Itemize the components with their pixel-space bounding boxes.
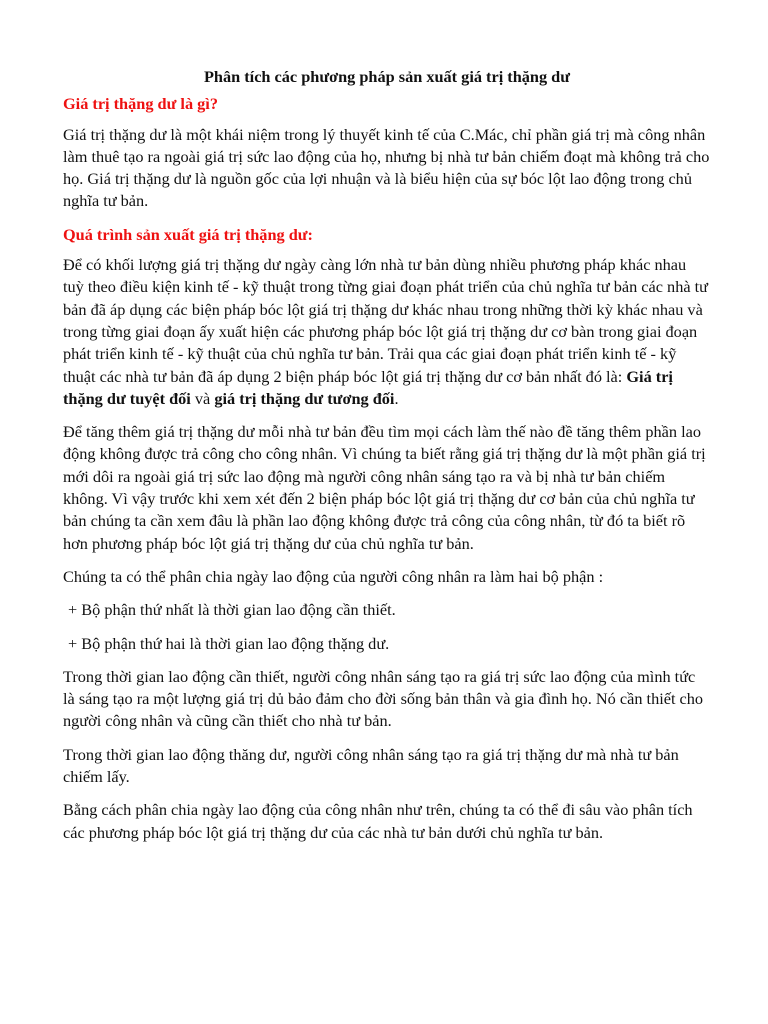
connector-text: và	[190, 388, 215, 408]
paragraph-division: Chúng ta có thể phân chia ngày lao động của người công nhân ra làm hai bộ phận :	[63, 566, 604, 586]
paragraph-increase: Để tăng thêm giá trị thặng dư mỗi nhà tư bản đều tìm mọi cách làm thế nào đề tăng thêm phần lao động không được trả công cho công nhân. Vì chúng ta biết rằng giá trị thặng dư là một phần giá trị mới dôi ra ngoài giá trị sức lao động mà người công nhân sáng tạo ra và bị nhà tư bản chiếm không. Vì vậy trước khi xem xét đến 2 biện pháp bóc lột giá trị thặng dư cơ bản của chủ nghĩa tư bản chúng ta cần xem đâu là phần lao động không được trả công của công nhân, từ đó ta biết rõ hơn phương pháp bóc lột giá trị thặng dư của chủ nghĩa tư bản.	[63, 422, 706, 553]
paragraph-surplus-time: Trong thời gian lao động thăng dư, người công nhân sáng tạo ra giá trị thặng dư mà nhà tư bản chiếm lấy.	[63, 744, 679, 787]
document-page	[63, 66, 711, 855]
document-title: Phân tích các phương pháp sản xuất giá trị thặng dư	[203, 67, 571, 86]
section-heading-what-is: Giá trị thặng dư là gì?	[63, 94, 218, 114]
list-item-necessary-time: + Bộ phận thứ nhất là thời gian lao động cần thiết.	[68, 600, 396, 620]
paragraph-end: .	[394, 388, 399, 408]
paragraph-methods	[63, 254, 711, 410]
bold-relative-surplus: giá trị thặng dư tương đối	[214, 388, 395, 408]
paragraph-methods-text: Để có khối lượng giá trị thặng dư ngày càng lớn nhà tư bản dùng nhiều phương pháp khác nhau tuỳ theo điều kiện kinh tế - kỹ thuật trong từng giai đoạn phát triển của chủ nghĩa tư bản các nhà tư bản đã áp dụng các biện pháp bóc lột giá trị thặng dư khác nhau trong những thời kỳ khác nhau và trong từng giai đoạn ấy xuất hiện các phương pháp bóc lột giá trị thặng dư cơ bàn trong giai đoạn phát triển kinh tế - kỹ thuật của chủ nghĩa tư bản. Trải qua các giai đoạn phát triển kinh tế - kỹ thuật các nhà tư bản đã áp dụng 2 biện pháp bóc lột giá trị thặng dư cơ bản nhất đó là:	[63, 255, 708, 386]
paragraph-necessary-time: Trong thời gian lao động cần thiết, người công nhân sáng tạo ra giá trị sức lao động của mình tức là sáng tạo ra một lượng giá trị dủ bảo đảm cho đời sống bản thân và gia đình họ. Nó cần thiết cho người công nhân và cũng cần thiết cho nhà tư bản.	[63, 666, 704, 731]
paragraph-conclusion: Bằng cách phân chia ngày lao động của công nhân như trên, chúng ta có thể đi sâu vào phân tích các phương pháp bóc lột giá trị thặng dư của các nhà tư bản dưới chủ nghĩa tư bản.	[63, 800, 693, 842]
bold-absolute-surplus: Giá trị thặng dư tuyệt đối	[63, 366, 673, 408]
list-item-surplus-time: + Bộ phận thứ hai là thời gian lao động thặng dư.	[68, 633, 390, 653]
paragraph-definition: Giá trị thặng dư là một khái niệm trong lý thuyết kinh tế của C.Mác, chỉ phần giá trị mà công nhân làm thuê tạo ra ngoài giá trị sức lao động của họ, nhưng bị nhà tư bản chiếm đoạt mà không trả cho họ. Giá trị thặng dư là nguồn gốc của lợi nhuận và là biểu hiện của sự bóc lột lao động trong chủ nghĩa tư bản.	[63, 124, 710, 211]
section-heading-production-process: Quá trình sản xuất giá trị thặng dư:	[63, 224, 313, 244]
